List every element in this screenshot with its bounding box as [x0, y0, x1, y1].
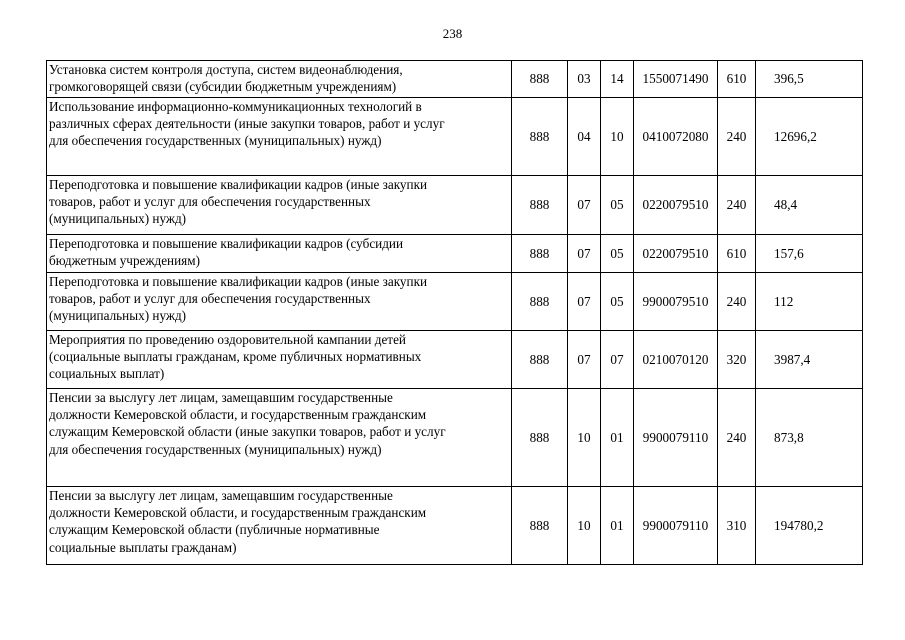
row-section: 07 [568, 235, 601, 273]
row-subsection: 07 [601, 331, 634, 389]
row-code: 888 [512, 487, 568, 565]
row-code: 888 [512, 98, 568, 176]
row-target: 9900079510 [634, 273, 718, 331]
row-expense-type: 240 [718, 98, 756, 176]
row-description: Использование информационно-коммуникационных технологий в различных сферах деятельности (иные закупки товаров, работ и услуг для обеспечения государственных (муниципальных) нужд) [47, 98, 512, 176]
row-section: 07 [568, 331, 601, 389]
row-target: 0220079510 [634, 176, 718, 235]
row-description: Переподготовка и повышение квалификации кадров (субсидии бюджетным учреждениям) [47, 235, 512, 273]
row-target: 9900079110 [634, 487, 718, 565]
row-target: 1550071490 [634, 61, 718, 98]
row-target: 9900079110 [634, 389, 718, 487]
row-expense-type: 240 [718, 176, 756, 235]
table-row [47, 176, 863, 235]
row-expense-type: 320 [718, 331, 756, 389]
row-target: 0220079510 [634, 235, 718, 273]
table-row [47, 61, 863, 98]
row-subsection: 10 [601, 98, 634, 176]
row-amount: 112 [756, 273, 863, 331]
table-row [47, 98, 863, 176]
table-row [47, 487, 863, 565]
row-subsection: 01 [601, 487, 634, 565]
row-amount: 48,4 [756, 176, 863, 235]
row-subsection: 05 [601, 273, 634, 331]
page-number: 238 [442, 26, 463, 41]
row-code: 888 [512, 331, 568, 389]
row-description: Переподготовка и повышение квалификации кадров (иные закупки товаров, работ и услуг для обеспечения государственных (муниципальных) нужд) [47, 273, 512, 331]
table-row [47, 273, 863, 331]
table-row [47, 235, 863, 273]
row-description: Установка систем контроля доступа, систем видеонаблюдения, громкоговорящей связи (субсидии бюджетным учреждениям) [47, 61, 512, 98]
row-section: 07 [568, 176, 601, 235]
row-target: 0210070120 [634, 331, 718, 389]
row-target: 0410072080 [634, 98, 718, 176]
row-expense-type: 610 [718, 61, 756, 98]
row-subsection: 05 [601, 235, 634, 273]
row-expense-type: 610 [718, 235, 756, 273]
row-code: 888 [512, 273, 568, 331]
row-subsection: 14 [601, 61, 634, 98]
budget-table [46, 60, 863, 565]
row-code: 888 [512, 61, 568, 98]
row-description: Мероприятия по проведению оздоровительной кампании детей (социальные выплаты гражданам, кроме публичных нормативных социальных выплат) [47, 331, 512, 389]
row-amount: 396,5 [756, 61, 863, 98]
row-amount: 194780,2 [756, 487, 863, 565]
row-section: 03 [568, 61, 601, 98]
row-code: 888 [512, 235, 568, 273]
row-description: Переподготовка и повышение квалификации кадров (иные закупки товаров, работ и услуг для обеспечения государственных (муниципальных) нужд) [47, 176, 512, 235]
row-description: Пенсии за выслугу лет лицам, замещавшим государственные должности Кемеровской области, и государственным гражданским служащим Кемеровской области (иные закупки товаров, работ и услуг для обеспечения государственных (муниципальных) нужд) [47, 389, 512, 487]
row-section: 10 [568, 389, 601, 487]
table-row [47, 389, 863, 487]
row-code: 888 [512, 389, 568, 487]
row-amount: 12696,2 [756, 98, 863, 176]
row-subsection: 05 [601, 176, 634, 235]
row-subsection: 01 [601, 389, 634, 487]
row-section: 10 [568, 487, 601, 565]
row-amount: 873,8 [756, 389, 863, 487]
row-description: Пенсии за выслугу лет лицам, замещавшим государственные должности Кемеровской области, и государственным гражданским служащим Кемеровской области (публичные нормативные социальные выплаты гражданам) [47, 487, 512, 565]
row-expense-type: 310 [718, 487, 756, 565]
table-row [47, 331, 863, 389]
row-expense-type: 240 [718, 273, 756, 331]
row-section: 04 [568, 98, 601, 176]
row-amount: 157,6 [756, 235, 863, 273]
row-section: 07 [568, 273, 601, 331]
row-amount: 3987,4 [756, 331, 863, 389]
row-code: 888 [512, 176, 568, 235]
row-expense-type: 240 [718, 389, 756, 487]
